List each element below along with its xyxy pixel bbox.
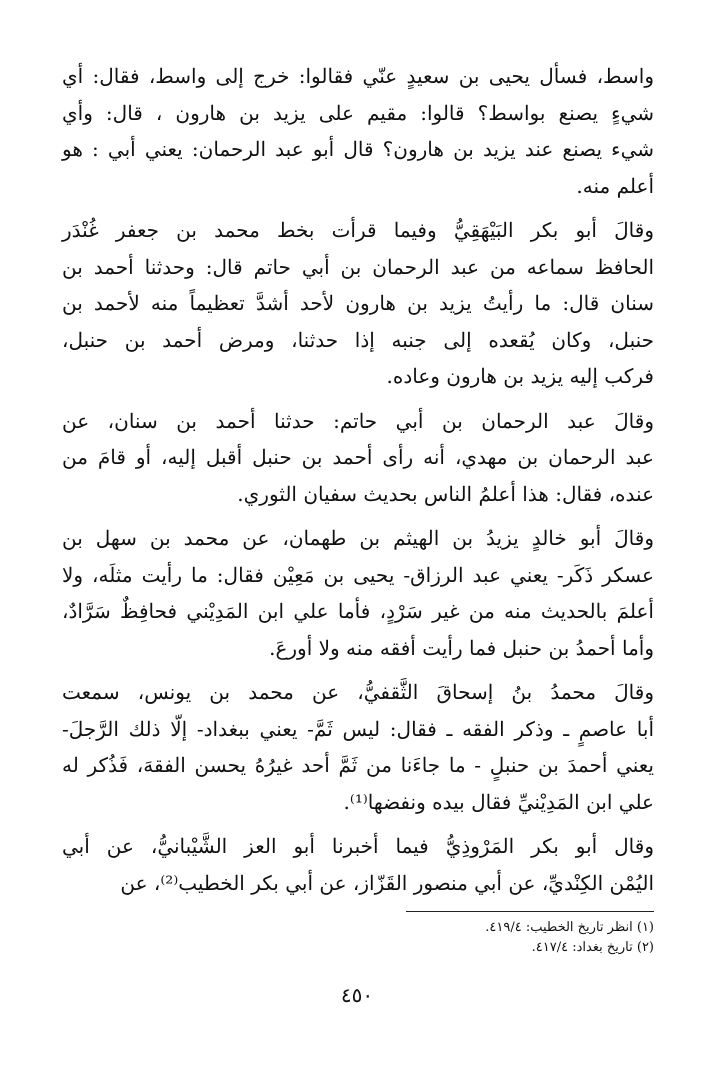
- paragraph: [62, 828, 654, 901]
- footnotes: [60, 918, 654, 958]
- text-line: عبد الرحمان بن مهدي، أنه رأى أحمد بن حنبل أقبل إليه، أو قامَ من: [62, 445, 654, 469]
- text-line: شيءٍ يصنع بواسط؟ قالوا: مقيم على يزيد بن هارون ، قال: وأي: [62, 100, 654, 125]
- paragraph: [62, 58, 654, 204]
- paragraph: [62, 403, 654, 513]
- text-line: أعلم منه.: [576, 173, 654, 198]
- text-line: علي ابن المَدِيْنيِّ فقال بيده ونفضها⁽¹⁾.: [343, 789, 654, 814]
- text-line: يعني أحمدَ بن حنبلٍ - ما جاءَنا من ثَمَّ أحد غيرُهُ يحسن الفقهَ، فَذُكر له: [62, 753, 654, 777]
- footnote-2: (٢) تاريخ بغداد: ٤١٧/٤.: [531, 940, 654, 955]
- body-text: [62, 58, 654, 901]
- text-line: وقالَ أبو خالدٍ يزيدُ بن الهيثم بن طهمان، عن محمد بن سهل بن: [62, 526, 654, 550]
- text-line: وقالَ محمدُ بنُ إسحاقَ الثَّقفيُّ، عن محمد بن يونس، سمعت: [62, 680, 654, 704]
- text-line: الحافظ سماعه من عبد الرحمان بن أبي حاتم قال: وحدثنا أحمد بن: [62, 254, 654, 279]
- paragraph: [62, 674, 654, 820]
- text-line: أعلمَ بالحديث منه من غير سَرْدٍ، فأما علي ابن المَدِيْني فحافِظٌ سَرَّادٌ،: [62, 599, 654, 623]
- text-line: عنده، فقال: هذا أعلمُ الناس بحديث سفيان الثوري.: [237, 481, 654, 506]
- text-line: عسكر ذَكَر- يعني عبد الرزاق- يحيى بن مَعِيْن فقال: ما رأيت مثلَه، ولا: [62, 562, 654, 587]
- text-line: اليُمْن الكِنْديِّ، عن أبي منصور القَزّاز، عن أبي بكر الخطيب⁽²⁾، عن: [120, 870, 654, 895]
- text-line: وأما أحمدُ بن حنبل فما رأيت أفقه منه ولا أورعَ.: [269, 635, 654, 660]
- text-line: وقالَ أبو بكر البَيْهَقِيُّ وفيما قرأت بخط محمد بن جعفر غُنْدَر: [62, 218, 654, 242]
- text-line: وقال أبو بكر المَرْوذِيُّ فيما أخبرنا أبو العز الشَّيْبانيُّ، عن أبي: [62, 834, 654, 858]
- text-line: شيء يصنع عند يزيد بن هارون؟ قال أبو عبد الرحمان: يعني أبي : هو: [62, 137, 654, 161]
- text-line: وقالَ عبد الرحمان بن أبي حاتم: حدثنا أحمد بن سنان، عن: [62, 408, 654, 433]
- footnote-1: (١) انظر تاريخ الخطيب: ٤١٩/٤.: [485, 920, 654, 935]
- footnote-divider: [406, 911, 654, 912]
- paragraph: [62, 520, 654, 666]
- paragraph: [62, 212, 654, 395]
- page-number: ٤٥٠: [340, 983, 374, 1007]
- text-line: واسط، فسأل يحيى بن سعيدٍ عنّي فقالوا: خرج إلى واسط، فقال: أي: [62, 64, 654, 88]
- text-line: سنان قال: ما رأيتُ يزيد بن هارون لأحد أشدَّ تعظيماً منه لأحمد بن: [62, 291, 654, 315]
- text-line: فركب إليه يزيد بن هارون وعاده.: [386, 364, 654, 388]
- text-line: أبا عاصمٍ ـ وذكر الفقه ـ فقال: ليس ثَمَّ- يعني ببغداد- إلّا ذلك الرَّجلَ-: [62, 716, 654, 741]
- text-line: حنبل، وكان يُقعده إلى جنبه إذا حدثنا، ومرض أحمد بن حنبل،: [62, 327, 654, 352]
